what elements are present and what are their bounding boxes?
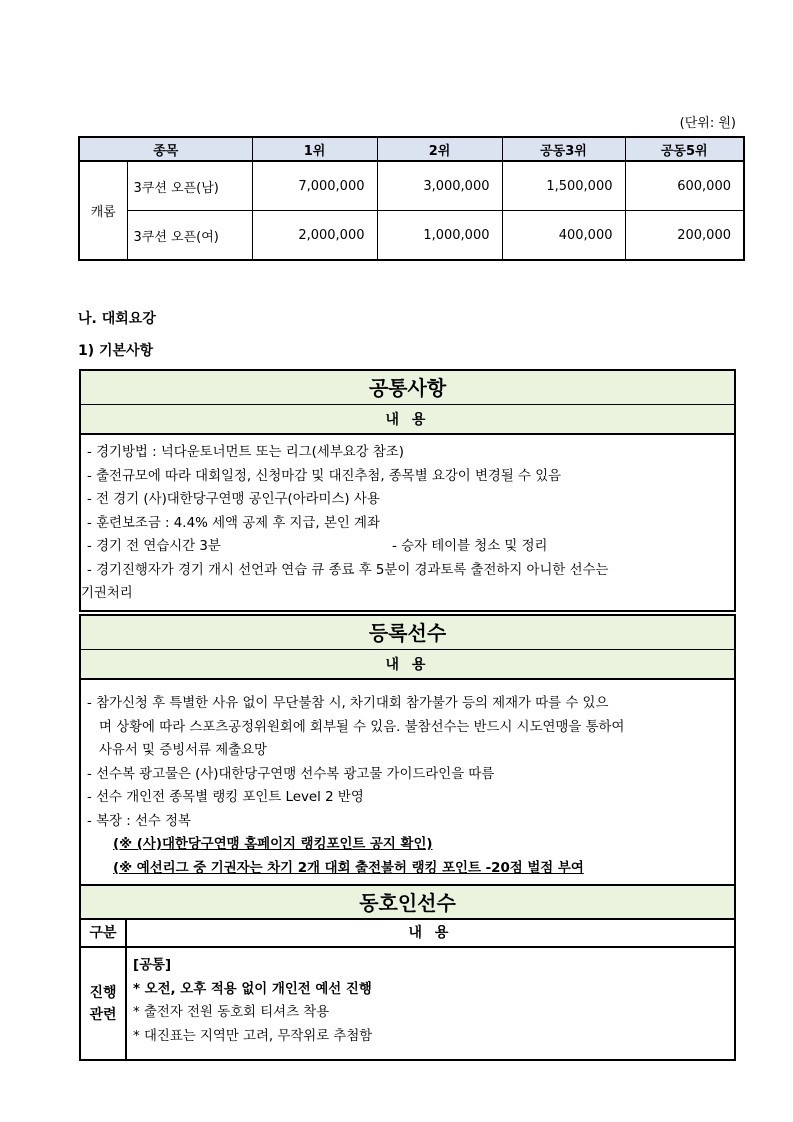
rule-line: - 참가신청 후 특별한 사유 없이 무단불참 시, 차기대회 참가불가 등의 제재가 따를 수 있으 — [87, 696, 609, 711]
prize-cell: 1,000,000 — [377, 211, 502, 261]
category-cell: 캐롬 — [79, 161, 127, 260]
rule-line: - 경기방법 : 넉다운토너먼트 또는 리그(세부요강 참조) — [87, 445, 404, 460]
rule-line: * 대진표는 지역만 고려, 무작위로 추첨함 — [133, 1028, 373, 1044]
section-heading: 나. 대회요강 — [78, 311, 156, 327]
practice-time: - 경기 전 연습시간 3분 — [87, 539, 221, 554]
club-table-header — [81, 920, 734, 948]
rule-line: - 복장 : 선수 정복 — [87, 813, 191, 829]
table-cleaning: - 승자 테이블 청소 및 정리 — [392, 539, 548, 554]
club-title: 동호인선수 — [81, 886, 734, 920]
header-5th: 공동5위 — [625, 137, 744, 161]
club-header-value: 내 용 — [408, 925, 453, 941]
common-subtitle: 내 용 — [81, 405, 734, 435]
penalty-notice: (※ 예선리그 중 기권자는 차기 2개 대회 출전불허 랭킹 포인트 -20점 벌점 부여 — [113, 860, 584, 876]
prize-cell: 400,000 — [502, 211, 625, 261]
registered-subtitle: 내 용 — [81, 650, 734, 680]
prize-cell: 7,000,000 — [252, 161, 377, 211]
prize-cell: 200,000 — [625, 211, 744, 261]
header-2nd: 2위 — [377, 137, 502, 161]
unit-note: (단위: 원) — [679, 116, 736, 131]
rule-line: [공통] — [133, 958, 172, 973]
rule-line: 사유서 및 증빙서류 제출요망 — [99, 743, 267, 758]
rule-line: - 출전규모에 따라 대회일정, 신청마감 및 대진추첨, 종목별 요강이 변경될 수 있음 — [87, 468, 562, 484]
club-row-key — [81, 948, 127, 1059]
event-cell: 3쿠션 오픈(여) — [127, 211, 252, 261]
header-event: 종목 — [79, 137, 252, 161]
prize-cell: 600,000 — [625, 161, 744, 211]
club-row-key-line: 관련 — [89, 1006, 117, 1023]
registered-title: 등록선수 — [81, 616, 734, 650]
prize-cell: 3,000,000 — [377, 161, 502, 211]
rule-line: - 선수복 광고물은 (사)대한당구연맹 선수복 광고물 가이드라인을 따름 — [87, 766, 495, 782]
practice-row — [87, 535, 728, 559]
rule-line: - 전 경기 (사)대한당구연맹 공인구(아라미스) 사용 — [87, 492, 380, 507]
rule-line: - 훈련보조금 : 4.4% 세액 공제 후 지급, 본인 계좌 — [87, 515, 380, 531]
prize-table-header — [79, 137, 744, 161]
registered-body — [81, 680, 734, 884]
common-body — [81, 435, 734, 610]
table-row — [79, 161, 744, 211]
rule-line: 기권처리 — [81, 586, 133, 601]
event-cell: 3쿠션 오픈(남) — [127, 161, 252, 211]
common-rules-box — [79, 369, 736, 612]
rule-line: * 오전, 오후 적용 없이 개인전 예선 진행 — [133, 981, 372, 997]
subsection-heading: 1) 기본사항 — [78, 343, 154, 359]
rule-line: - 경기진행자가 경기 개시 선언과 연습 큐 종료 후 5분이 경과토록 출전하지 아니한 선수는 — [87, 562, 609, 578]
common-title: 공통사항 — [81, 371, 734, 405]
club-row-key-line: 진행 — [89, 984, 117, 1001]
header-1st: 1위 — [252, 137, 377, 161]
prize-table — [78, 136, 745, 261]
prize-cell: 2,000,000 — [252, 211, 377, 261]
header-3rd: 공동3위 — [502, 137, 625, 161]
prize-cell: 1,500,000 — [502, 161, 625, 211]
rule-line: 며 상황에 따라 스포츠공정위원회에 회부될 수 있음. 불참선수는 반드시 시도연맹을 통하여 — [99, 719, 625, 735]
rule-line: - 선수 개인전 종목별 랭킹 포인트 Level 2 반영 — [87, 790, 364, 805]
club-row-content — [127, 948, 734, 1059]
registered-players-box — [79, 614, 736, 886]
club-players-box — [79, 884, 736, 1061]
rule-line: * 출전자 전원 동호회 티셔츠 착용 — [133, 1005, 330, 1020]
table-row — [79, 211, 744, 261]
table-row — [81, 948, 734, 1059]
ranking-notice: (※ (사)대한당구연맹 홈페이지 랭킹포인트 공지 확인) — [113, 837, 433, 852]
club-header-key: 구분 — [81, 920, 127, 946]
